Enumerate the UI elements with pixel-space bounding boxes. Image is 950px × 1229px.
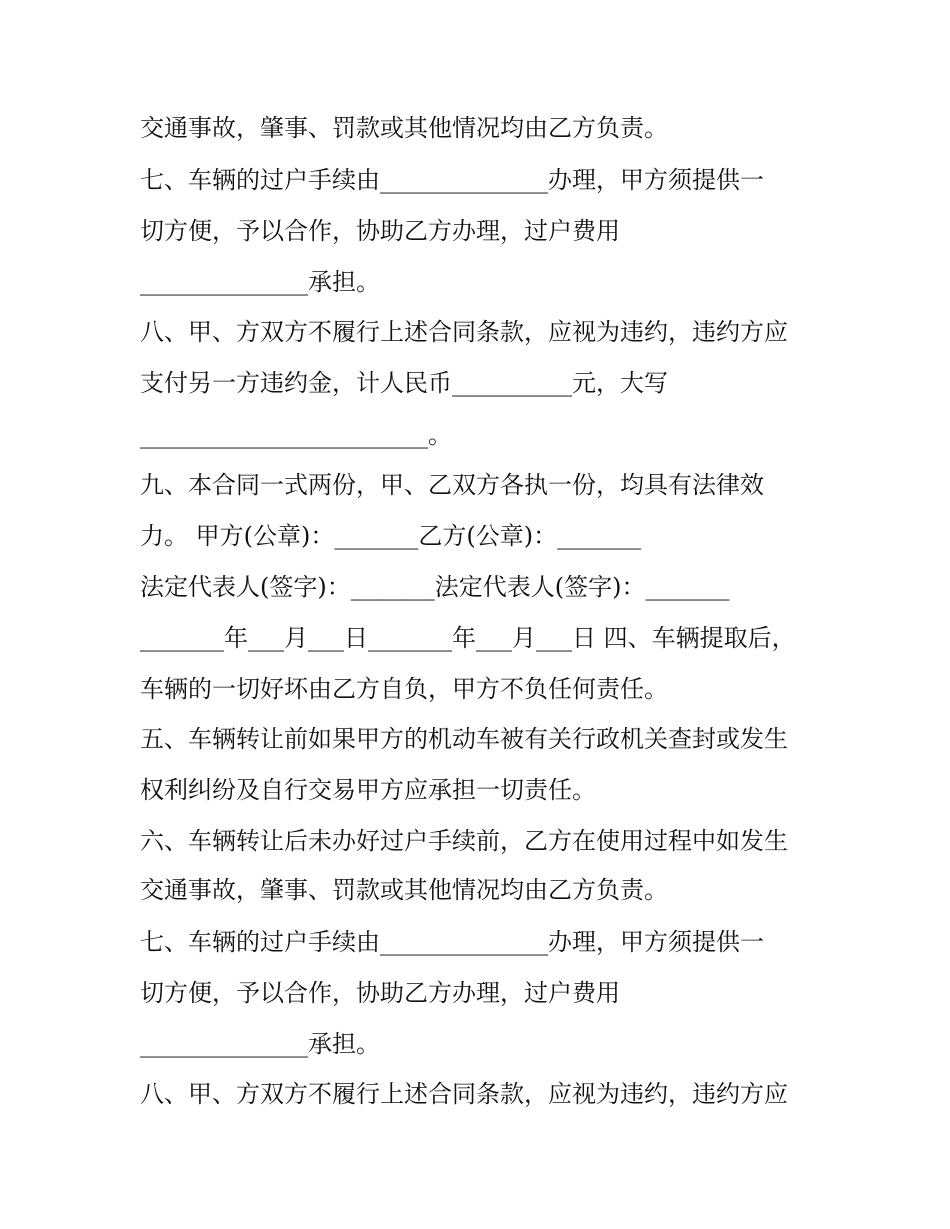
text-line: 七、车辆的过户手续由______________办理，甲方须提供一 <box>140 928 764 956</box>
text-line: ______________承担。 <box>140 268 380 296</box>
text-line: 七、车辆的过户手续由______________办理，甲方须提供一 <box>140 166 764 194</box>
text-line: 切方便，予以合作，协助乙方办理，过户费用 <box>140 217 620 245</box>
text-line: 交通事故，肇事、罚款或其他情况均由乙方负责。 <box>140 114 668 142</box>
text-line: ________________________。 <box>140 421 452 449</box>
text-line: 九、本合同一式两份，甲、乙双方各执一份，均具有法律效 <box>140 471 764 499</box>
text-line: ______________承担。 <box>140 1030 380 1058</box>
text-line: 八、甲、方双方不履行上述合同条款，应视为违约，违约方应 <box>140 318 788 346</box>
text-line: 切方便，予以合作，协助乙方办理，过户费用 <box>140 979 620 1007</box>
text-line: 法定代表人(签字)：_______法定代表人(签字)：_______ <box>140 573 730 601</box>
text-line: 力。 甲方(公章)：_______乙方(公章)：_______ <box>140 522 642 550</box>
text-line: 权利纠纷及自行交易甲方应承担一切责任。 <box>140 776 596 804</box>
text-line: 支付另一方违约金，计人民币__________元，大写 <box>140 369 668 397</box>
text-line: 六、车辆转让后未办好过户手续前，乙方在使用过程中如发生 <box>140 827 788 855</box>
text-line: 五、车辆转让前如果甲方的机动车被有关行政机关查封或发生 <box>140 725 788 753</box>
text-line: 车辆的一切好坏由乙方自负，甲方不负任何责任。 <box>140 675 668 703</box>
text-line: 八、甲、方双方不履行上述合同条款，应视为违约，违约方应 <box>140 1080 788 1108</box>
text-line: _______年___月___日_______年___月___日 四、车辆提取后， <box>140 624 796 652</box>
text-line: 交通事故，肇事、罚款或其他情况均由乙方负责。 <box>140 876 668 904</box>
